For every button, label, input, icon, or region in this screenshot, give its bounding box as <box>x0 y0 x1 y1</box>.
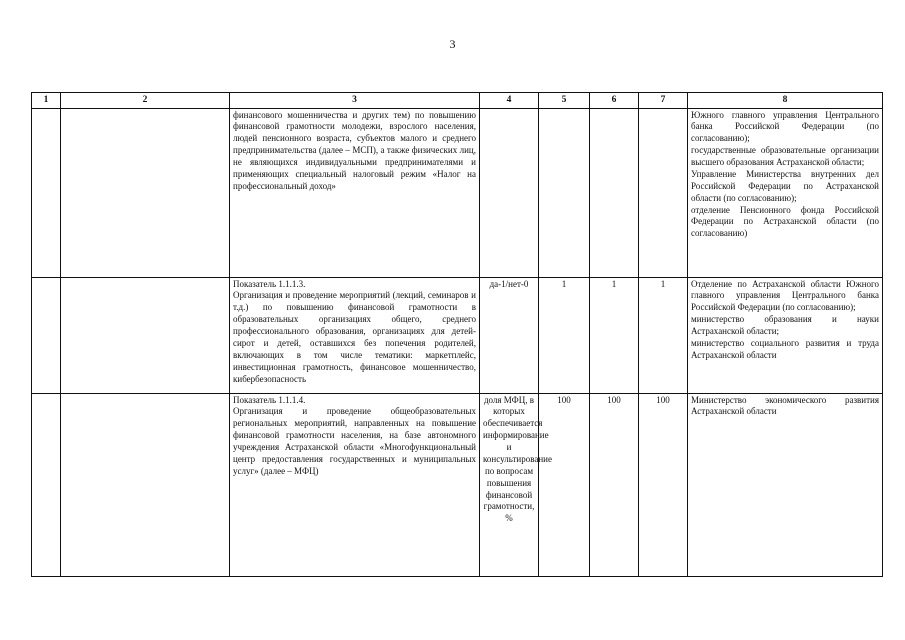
cell-unit: да-1/нет-0 <box>480 277 539 393</box>
table-row <box>32 277 883 393</box>
cell-value-7: 1 <box>639 277 688 393</box>
page-number: 3 <box>449 37 456 51</box>
cell-col2 <box>61 277 230 393</box>
header-row <box>32 93 883 109</box>
table-row <box>32 393 883 576</box>
table-row <box>32 108 883 277</box>
column-header-4: 4 <box>480 93 539 109</box>
cell-unit: доля МФЦ, в которых обеспечивается информирование и консультирование по вопросам повышения финансовой грамотности, % <box>480 393 539 576</box>
column-header-6: 6 <box>590 93 639 109</box>
cell-value-6: 100 <box>590 393 639 576</box>
cell-col1 <box>32 393 61 576</box>
cell-col1 <box>32 277 61 393</box>
cell-value-6: 1 <box>590 277 639 393</box>
cell-responsible <box>688 393 883 576</box>
cell-description <box>230 108 480 277</box>
column-header-5: 5 <box>539 93 590 109</box>
cell-value-6 <box>590 108 639 277</box>
column-header-3: 3 <box>230 93 480 109</box>
column-header-2: 2 <box>61 93 230 109</box>
cell-responsible <box>688 277 883 393</box>
cell-value-5 <box>539 108 590 277</box>
cell-value-5: 1 <box>539 277 590 393</box>
column-header-1: 1 <box>32 93 61 109</box>
cell-col2 <box>61 393 230 576</box>
measures-table <box>31 92 883 577</box>
cell-col1 <box>32 108 61 277</box>
cell-value-7: 100 <box>639 393 688 576</box>
cell-description <box>230 393 480 576</box>
cell-description <box>230 277 480 393</box>
description-text: Показатель 1.1.1.4. Организация и проведение общеобразовательных региональных мероприятий, направленных на повышение финансовой грамотности населения, на базе автономного учреждения Астраханской области «Многофункциональный центр предоставления государственных и муниципальных услуг» (далее – МФЦ) <box>233 394 476 476</box>
column-header-7: 7 <box>639 93 688 109</box>
cell-responsible <box>688 108 883 277</box>
description-text: финансового мошенничества и других тем) по повышению финансовой грамотности молодежи, взрослого населения, людей пенсионного возраста, субъектов малого и среднего предпринимательства (далее – МСП), а также физических лиц, не являющихся индивидуальными предпринимателями и применяющих специальный налоговый режим «Налог на профессиональный доход» <box>233 109 476 191</box>
cell-unit <box>480 108 539 277</box>
column-header-8: 8 <box>688 93 883 109</box>
responsible-text: Министерство экономического развития Астраханской области <box>691 394 879 417</box>
description-text: Показатель 1.1.1.3. Организация и проведение мероприятий (лекций, семинаров и т.д.) по повышению финансовой грамотности в образовательных организациях общего, среднего профессионального образования, организациях для детей-сирот и детей, оставшихся без попечения родителей, включающих в том числе тематики: маркетплейс, инвестиционная грамотность, финансовое мошенничество, кибербезопасность <box>233 278 476 384</box>
responsible-text: Южного главного управления Центрального банка Российской Федерации (по согласованию); государственные образовательные организации высшего образования Астраханской области; Управление Министерства внутренних дел Российской Федерации по Астраханской области (по согласованию); отделение Пенсионного фонда Российской Федерации по Астраханской области (по согласованию) <box>691 109 879 239</box>
cell-col2 <box>61 108 230 277</box>
cell-value-7 <box>639 108 688 277</box>
responsible-text: Отделение по Астраханской области Южного главного управления Центрального банка Российской Федерации (по согласованию); министерство образования и науки Астраханской области; министерство социального развития и труда Астраханской области <box>691 278 879 360</box>
cell-value-5: 100 <box>539 393 590 576</box>
